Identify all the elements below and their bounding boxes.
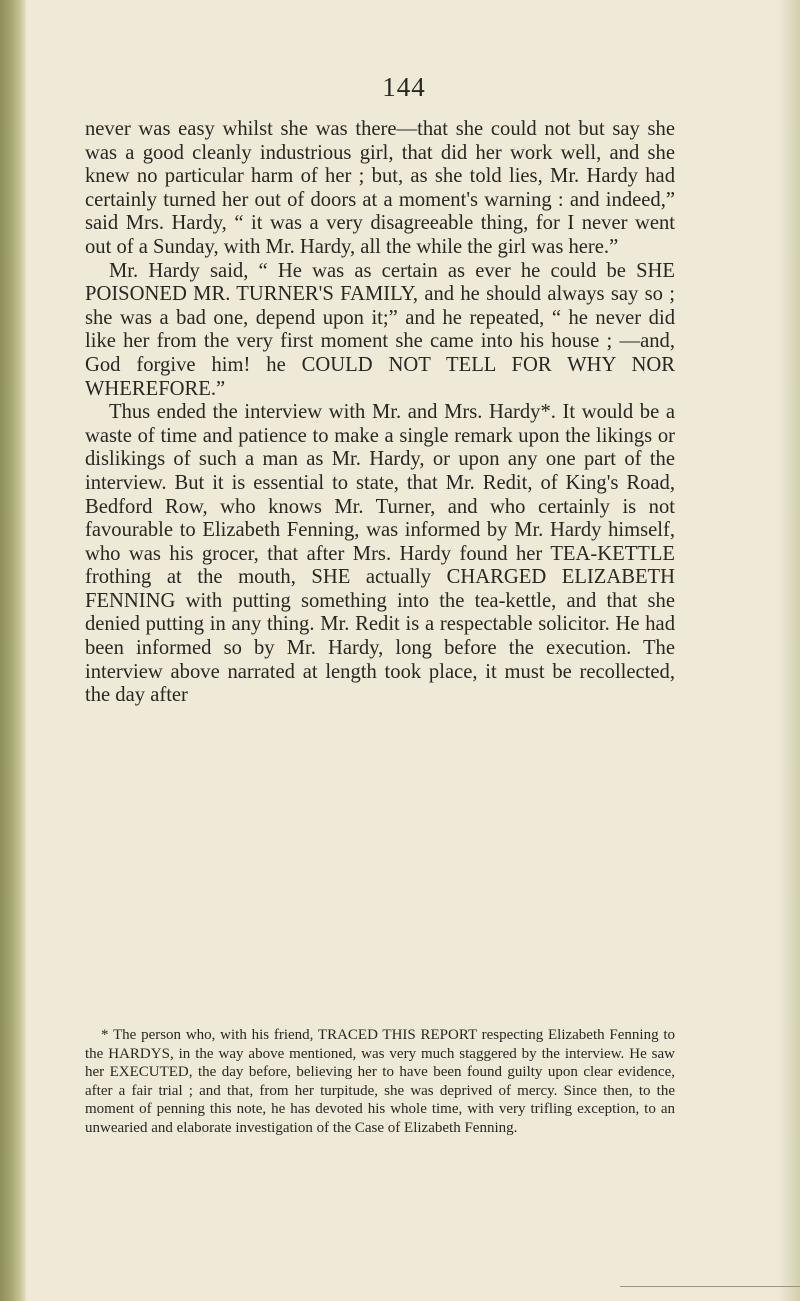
body-text xyxy=(85,118,675,708)
book-page xyxy=(30,0,778,1301)
footnote: * The person who, with his friend, TRACED THIS REPORT respecting Elizabeth Fenning to the HARDYS, in the way above mentioned, was very much staggered by the interview. He saw her EXECUTED, the day before, believing her to have been found guilty upon clear evidence, after a fair trial ; and that, from her turpitude, she was deprived of mercy. Since then, to the moment of penning this note, he has devoted his whole time, with very trifling exception, to an unwearied and elaborate investigation of the Case of Elizabeth Fenning. xyxy=(85,1027,675,1136)
page-number: 144 xyxy=(382,72,426,102)
bottom-rule xyxy=(620,1286,800,1287)
paragraph: never was easy whilst she was there—that she could not but say she was a good cleanly industrious girl, that did her work well, and she knew no particular harm of her ; but, as she told lies, Mr. Hardy had certainly turned her out of doors at a moment's warning : and indeed,” said Mrs. Hardy, “ it was a very disagreeable thing, for I never went out of a Sunday, with Mr. Hardy, all the while the girl was here.” xyxy=(85,118,675,258)
book-spine-edge xyxy=(0,0,26,1301)
page-right-edge xyxy=(778,0,800,1301)
paragraph: Mr. Hardy said, “ He was as certain as ever he could be SHE POISONED MR. TURNER'S FAMILY, and he should always say so ; she was a bad one, depend upon it;” and he repeated, “ he never did like her from the very first moment she came into his house ; —and, God forgive him! he COULD NOT TELL FOR WHY NOR WHEREFORE.” xyxy=(85,259,675,400)
paragraph: Thus ended the interview with Mr. and Mrs. Hardy*. It would be a waste of time and patience to make a single remark upon the likings or dislikings of such a man as Mr. Hardy, or upon any one part of the interview. But it is essential to state, that Mr. Redit, of King's Road, Bedford Row, who knows Mr. Turner, and who certainly is not favourable to Elizabeth Fenning, was informed by Mr. Hardy himself, who was his grocer, that after Mrs. Hardy found her TEA-KETTLE frothing at the mouth, SHE actually CHARGED ELIZABETH FENNING with putting something into the tea-kettle, and that she denied putting in any thing. Mr. Redit is a respectable solicitor. He had been informed so by Mr. Hardy, long before the execution. The interview above narrated at length took place, it must be recollected, the day after xyxy=(85,401,675,707)
